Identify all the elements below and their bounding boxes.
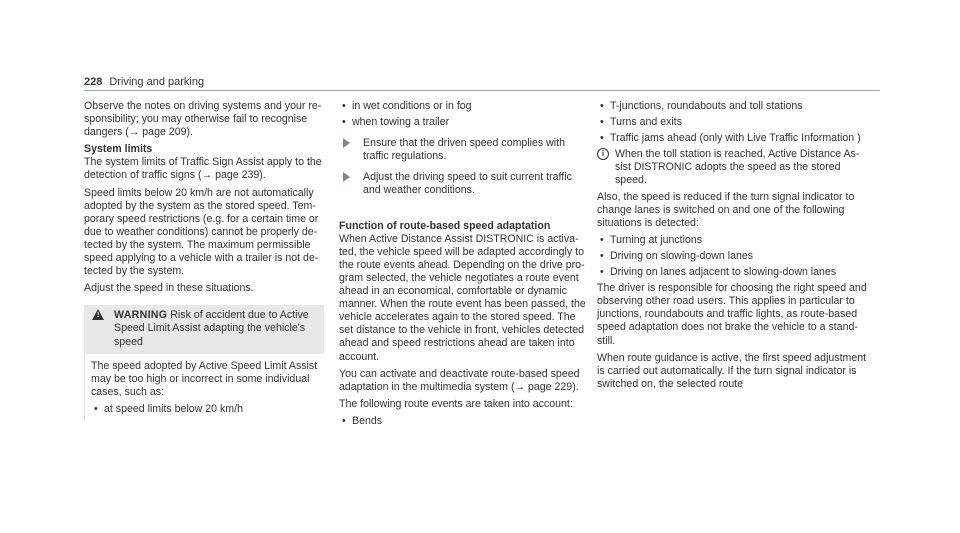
action-item: Ensure that the driven speed complies with traffic regulations.	[339, 137, 586, 163]
warning-box	[84, 305, 324, 421]
action-item: Adjust the driving speed to suit current traffic and weather conditions.	[339, 171, 586, 197]
list-item: • in wet conditions or in fog	[342, 100, 472, 112]
bullet-icon: •	[94, 402, 98, 415]
bullet-icon: •	[600, 116, 604, 129]
list-item: • Turning at junctions	[600, 233, 703, 246]
route-paragraph-1: When Active Distance Assist DISTRONIC is activated, the vehicle speed will be adapted accordingly to the route events ahead. Depending on the drive program selected, the vehicle negotiates a route event ahead in an economical, comfortable or dynamic manner. When the route event has been passed, the vehicle accelerates again to the stored speed. The set distance to the vehicle in front, vehicles detected ahead and speed restrictions ahead are taken into account.	[339, 232, 586, 363]
bullet-icon: •	[600, 249, 604, 262]
system-limits-paragraph-1: The system limits of Traffic Sign Assist apply to the detection of traffic signs (→ page 239).	[84, 156, 322, 182]
route-paragraph-2: You can activate and deactivate route-based speed adaptation in the multimedia system (→ page 229).	[339, 367, 580, 393]
system-limits-heading: System limits	[84, 143, 153, 156]
warning-text: The speed adopted by Active Speed Limit Assist may be too high or incorrect in some individual cases, such as:	[91, 359, 318, 398]
turn-signal-paragraph: Also, the speed is reduced if the turn signal indicator to change lanes is switched on and one of the following situations is detected:	[597, 190, 855, 229]
warning-body	[84, 354, 324, 421]
route-paragraph-3: The following route events are taken into account:	[339, 397, 573, 410]
header-divider	[84, 90, 880, 91]
list-item: • Driving on slowing-down lanes	[600, 249, 754, 262]
route-adaptation-heading: Function of route-based speed adaptation	[339, 219, 551, 232]
section-title: Driving and parking	[109, 76, 205, 88]
system-limits-paragraph-3: Adjust the speed in these situations.	[84, 282, 254, 295]
route-guidance-paragraph: When route guidance is active, the first speed adjustment is carried out automatically. If the turn signal indicator is switched on, the selected route	[597, 351, 867, 390]
list-item: • Driving on lanes adjacent to slowing-down lanes	[600, 266, 837, 279]
bullet-icon: •	[600, 233, 604, 246]
action-arrow-icon	[343, 172, 350, 182]
system-limits-paragraph-2: Speed limits below 20 km/h are not automatically adopted by the system as the stored speed. Temporary speed restrictions (e.g. for a certain time or due to weather conditions) cannot be properly detected by the system. The maximum permissible speed applying to a vehicle with a trailer is not detected by the system.	[84, 186, 319, 278]
column-2	[339, 100, 586, 431]
bullet-icon: •	[600, 132, 604, 145]
bullet-icon: •	[342, 100, 346, 112]
info-icon: i	[597, 148, 609, 160]
column-3	[597, 100, 867, 395]
bullet-icon: •	[342, 414, 346, 427]
list-item: • when towing a trailer	[342, 116, 450, 129]
list-item: • Bends	[342, 414, 383, 427]
warning-title: Risk of accident due to Active Speed Limit Assist adapting the vehicle's speed	[114, 309, 309, 348]
driver-responsibility-paragraph: The driver is responsible for choosing the right speed and observing other road users. This applies in particular to junctions, roundabouts and traffic lights, as route-based speed adaptation does not brake the vehicle to a standstill.	[597, 282, 867, 347]
page-header	[84, 76, 204, 89]
warning-label: WARNING	[114, 309, 168, 322]
list-item: • T-junctions, roundabouts and toll stations	[600, 100, 803, 112]
list-item: • at speed limits below 20 km/h	[94, 402, 243, 415]
bullet-icon: •	[342, 116, 346, 129]
warning-header: ! WARNING Risk of accident due to Active Speed Limit Assist adapting the vehicle's speed	[84, 305, 324, 353]
column-1	[84, 100, 324, 421]
action-arrow-icon	[343, 138, 350, 148]
page-number: 228	[84, 76, 103, 88]
list-item: • Turns and exits	[600, 116, 683, 129]
list-item: • Traffic jams ahead (only with Live Traffic Information )	[600, 132, 861, 145]
intro-paragraph: Observe the notes on driving systems and your responsibility; you may otherwise fail to recognise dangers (→ page 209).	[84, 100, 322, 139]
info-note: i When the toll station is reached, Active Distance Assist DISTRONIC adopts the speed as the stored speed.	[597, 148, 867, 187]
bullet-icon: •	[600, 100, 604, 112]
bullet-icon: •	[600, 266, 604, 279]
